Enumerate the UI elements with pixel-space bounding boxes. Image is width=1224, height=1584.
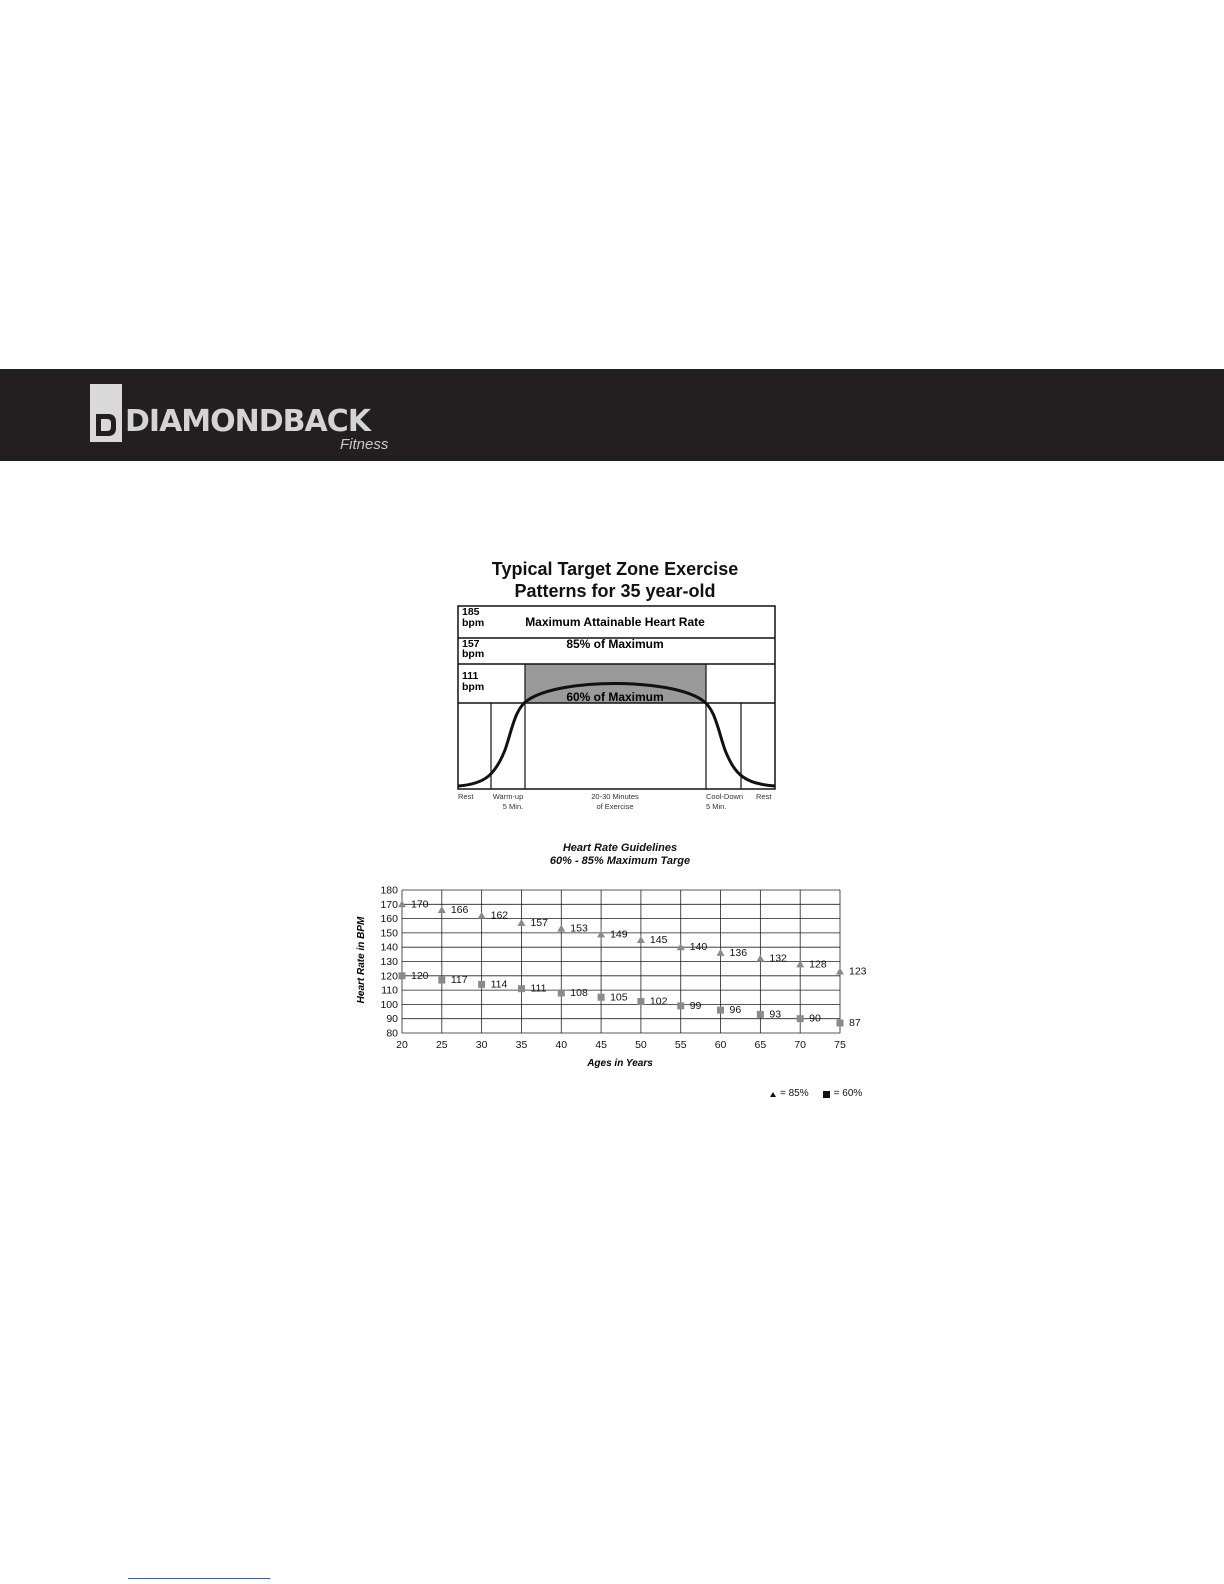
heart-rate-chart — [350, 885, 880, 1075]
marker-85-35 — [517, 919, 525, 926]
diamondback-logo-icon — [90, 384, 122, 442]
data-label-85-40: 153 — [570, 922, 588, 935]
footer-rule — [128, 1578, 270, 1579]
legend-85: = 85% — [780, 1088, 809, 1099]
brand-banner — [0, 369, 1224, 461]
zone-label-85: 85% of Maximum — [566, 637, 664, 651]
x-tick-label: 20 — [396, 1039, 408, 1051]
data-label-60-35: 111 — [530, 982, 547, 995]
zone-unit-185: bpm — [462, 617, 485, 629]
phase-label-warmup: Warm-up — [492, 792, 524, 801]
y-tick-label: 110 — [381, 984, 398, 997]
target-zone-title-line-1: Typical Target Zone Exercise — [491, 559, 739, 579]
phase-label-warmup-duration: 5 Min. — [502, 802, 524, 811]
data-label-85-70: 128 — [809, 958, 827, 971]
data-label-85-20: 170 — [411, 898, 429, 911]
legend-triangle-icon — [770, 1092, 776, 1097]
data-label-60-55: 99 — [689, 999, 702, 1012]
y-tick-label: 90 — [386, 1013, 398, 1026]
marker-85-25 — [438, 906, 446, 913]
marker-85-40 — [557, 925, 565, 932]
phase-label-exercise: 20-30 Minutes — [591, 792, 639, 801]
x-tick-label: 30 — [475, 1039, 488, 1051]
data-label-60-20: 120 — [411, 969, 429, 982]
phase-label-rest-start: Rest — [458, 792, 474, 801]
data-label-60-45: 105 — [610, 991, 628, 1004]
data-label-85-65: 132 — [769, 952, 787, 965]
data-label-60-75: 87 — [849, 1016, 861, 1029]
data-label-60-65: 93 — [769, 1008, 782, 1021]
marker-85-60 — [717, 949, 725, 956]
legend — [770, 1088, 862, 1100]
marker-60-35 — [518, 985, 525, 992]
marker-85-45 — [597, 930, 605, 937]
x-tick-label: 25 — [435, 1039, 448, 1051]
y-tick-label: 100 — [380, 998, 398, 1011]
marker-85-75 — [836, 968, 844, 975]
x-tick-label: 35 — [515, 1039, 528, 1051]
marker-60-60 — [717, 1007, 724, 1014]
y-tick-label: 150 — [380, 927, 398, 940]
zone-label-60: 60% of Maximum — [566, 690, 664, 704]
zone-value-157: 157 — [462, 638, 480, 650]
zone-unit-111: bpm — [462, 681, 485, 693]
x-tick-label: 40 — [555, 1039, 568, 1051]
x-tick-label: 75 — [834, 1039, 846, 1051]
target-zone-title-line-2: Patterns for 35 year-old — [514, 581, 716, 601]
marker-60-40 — [558, 989, 565, 996]
data-label-85-60: 136 — [729, 946, 748, 959]
x-tick-label: 55 — [674, 1039, 687, 1051]
heart-rate-title-line-1: Heart Rate Guidelines — [562, 842, 678, 854]
legend-square-icon — [823, 1091, 830, 1098]
y-axis-label: Heart Rate in BPM — [356, 916, 367, 1004]
zone-unit-157: bpm — [462, 648, 485, 660]
x-tick-label: 70 — [794, 1039, 807, 1051]
marker-85-20 — [398, 900, 406, 907]
target-zone-chart — [440, 600, 780, 820]
marker-60-20 — [399, 972, 406, 979]
y-tick-label: 170 — [380, 898, 398, 911]
target-zone-title — [440, 558, 790, 602]
marker-60-70 — [797, 1015, 804, 1022]
marker-60-25 — [438, 977, 445, 984]
x-tick-label: 65 — [754, 1039, 767, 1051]
y-tick-label: 140 — [380, 941, 398, 954]
marker-85-55 — [677, 943, 685, 950]
legend-60: = 60% — [833, 1088, 863, 1099]
data-label-60-50: 102 — [649, 995, 668, 1008]
x-tick-label: 50 — [635, 1039, 647, 1051]
y-tick-label: 160 — [380, 913, 398, 926]
heart-rate-title-line-2: 60% - 85% Maximum Targe — [549, 855, 691, 867]
data-label-85-55: 140 — [689, 941, 708, 954]
x-tick-label: 45 — [595, 1039, 607, 1051]
data-label-85-45: 149 — [610, 928, 628, 941]
data-label-60-70: 90 — [809, 1012, 821, 1025]
marker-60-45 — [598, 994, 605, 1001]
marker-60-65 — [757, 1011, 764, 1018]
marker-60-75 — [837, 1019, 844, 1026]
data-label-60-40: 108 — [570, 986, 588, 999]
marker-60-50 — [637, 998, 644, 1005]
x-tick-label: 60 — [714, 1039, 727, 1051]
data-label-60-30: 114 — [490, 978, 508, 991]
data-label-85-75: 123 — [849, 965, 867, 978]
brand-name: DIAMONDBACK — [125, 404, 370, 439]
y-tick-label: 130 — [380, 956, 398, 968]
marker-85-65 — [756, 955, 764, 962]
phase-label-cooldown-duration: 5 Min. — [706, 802, 727, 811]
heart-rate-title — [470, 842, 770, 868]
phase-label-rest-end: Rest — [756, 792, 772, 801]
data-label-85-25: 166 — [450, 904, 469, 917]
marker-60-30 — [478, 981, 485, 988]
phase-label-exercise-line-2: of Exercise — [596, 802, 634, 811]
phase-label-cooldown: Cool-Down — [706, 792, 744, 801]
brand-subtitle: Fitness — [340, 436, 389, 453]
marker-60-55 — [677, 1002, 684, 1009]
zone-value-185: 185 — [462, 606, 480, 618]
marker-85-30 — [478, 912, 486, 919]
x-axis-label: Ages in Years — [587, 1058, 653, 1069]
data-label-85-35: 157 — [530, 916, 548, 929]
chart-marks — [398, 898, 867, 1029]
data-label-85-50: 145 — [649, 934, 668, 947]
data-label-85-30: 162 — [490, 909, 509, 922]
marker-85-50 — [637, 936, 645, 943]
y-tick-label: 120 — [380, 970, 398, 983]
data-label-60-60: 96 — [729, 1004, 742, 1017]
y-tick-label: 80 — [386, 1027, 398, 1040]
y-tick-label: 180 — [380, 885, 398, 897]
zone-label-max: Maximum Attainable Heart Rate — [525, 615, 705, 629]
data-label-60-25: 117 — [450, 974, 468, 987]
zone-value-111: 111 — [462, 670, 479, 682]
